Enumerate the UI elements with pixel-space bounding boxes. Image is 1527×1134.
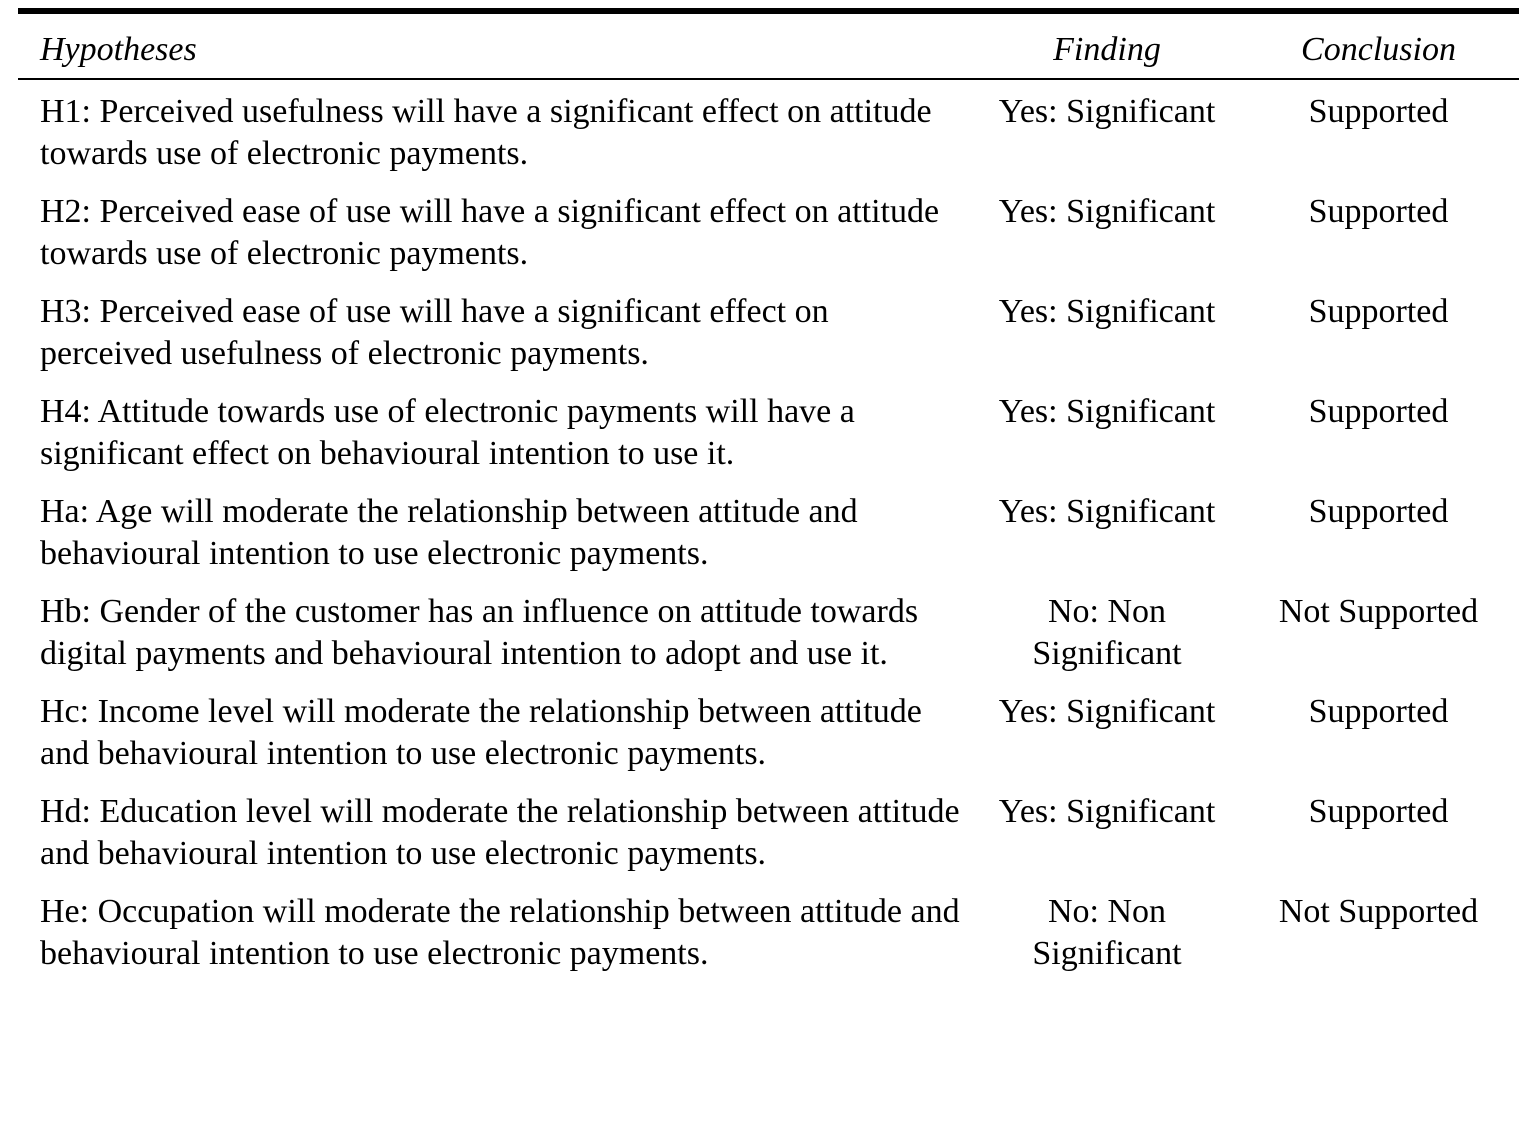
- finding-cell: No: Non Significant: [1032, 893, 1182, 972]
- hypotheses-table-container: [18, 8, 1519, 979]
- conclusion-cell: Supported: [1308, 393, 1449, 430]
- conclusion-cell: Supported: [1308, 793, 1449, 830]
- header-finding: Finding: [976, 14, 1238, 79]
- hypothesis-cell: He: Occupation will moderate the relationship between attitude and behavioural intention to use electronic payments.: [40, 893, 960, 972]
- table-row: [18, 379, 1519, 479]
- finding-cell: Yes: Significant: [998, 793, 1216, 830]
- conclusion-cell: Not Supported: [1278, 593, 1479, 630]
- header-row: [18, 14, 1519, 79]
- finding-cell: Yes: Significant: [998, 393, 1216, 430]
- table-row: [18, 79, 1519, 179]
- hypothesis-cell: H1: Perceived usefulness will have a significant effect on attitude towards use of electronic payments.: [40, 93, 932, 172]
- table-body: [18, 79, 1519, 979]
- finding-cell: Yes: Significant: [998, 693, 1216, 730]
- hypothesis-cell: Hb: Gender of the customer has an influence on attitude towards digital payments and behavioural intention to adopt and use it.: [40, 593, 919, 672]
- conclusion-cell: Supported: [1308, 93, 1449, 130]
- finding-cell: No: Non Significant: [1032, 593, 1182, 672]
- hypothesis-cell: Hc: Income level will moderate the relationship between attitude and behavioural intention to use electronic payments.: [40, 693, 922, 772]
- table-row: [18, 579, 1519, 679]
- hypotheses-table: [18, 14, 1519, 979]
- finding-cell: Yes: Significant: [998, 493, 1216, 530]
- conclusion-cell: Supported: [1308, 193, 1449, 230]
- header-conclusion: Conclusion: [1238, 14, 1519, 79]
- conclusion-cell: Supported: [1308, 293, 1449, 330]
- hypothesis-cell: Hd: Education level will moderate the relationship between attitude and behavioural intention to use electronic payments.: [40, 793, 960, 872]
- conclusion-cell: Supported: [1308, 493, 1449, 530]
- table-row: [18, 179, 1519, 279]
- hypothesis-cell: H4: Attitude towards use of electronic payments will have a significant effect on behavioural intention to use it.: [40, 393, 855, 472]
- conclusion-cell: Not Supported: [1278, 893, 1479, 930]
- table-row: [18, 479, 1519, 579]
- hypothesis-cell: Ha: Age will moderate the relationship between attitude and behavioural intention to use electronic payments.: [40, 493, 858, 572]
- hypothesis-cell: H3: Perceived ease of use will have a significant effect on perceived usefulness of electronic payments.: [40, 293, 829, 372]
- hypothesis-cell: H2: Perceived ease of use will have a significant effect on attitude towards use of electronic payments.: [40, 193, 940, 272]
- table-row: [18, 679, 1519, 779]
- finding-cell: Yes: Significant: [998, 193, 1216, 230]
- table-row: [18, 279, 1519, 379]
- header-hypotheses: Hypotheses: [18, 14, 976, 79]
- table-row: [18, 779, 1519, 879]
- finding-cell: Yes: Significant: [998, 293, 1216, 330]
- table-header: [18, 14, 1519, 79]
- conclusion-cell: Supported: [1308, 693, 1449, 730]
- finding-cell: Yes: Significant: [998, 93, 1216, 130]
- table-row: [18, 879, 1519, 979]
